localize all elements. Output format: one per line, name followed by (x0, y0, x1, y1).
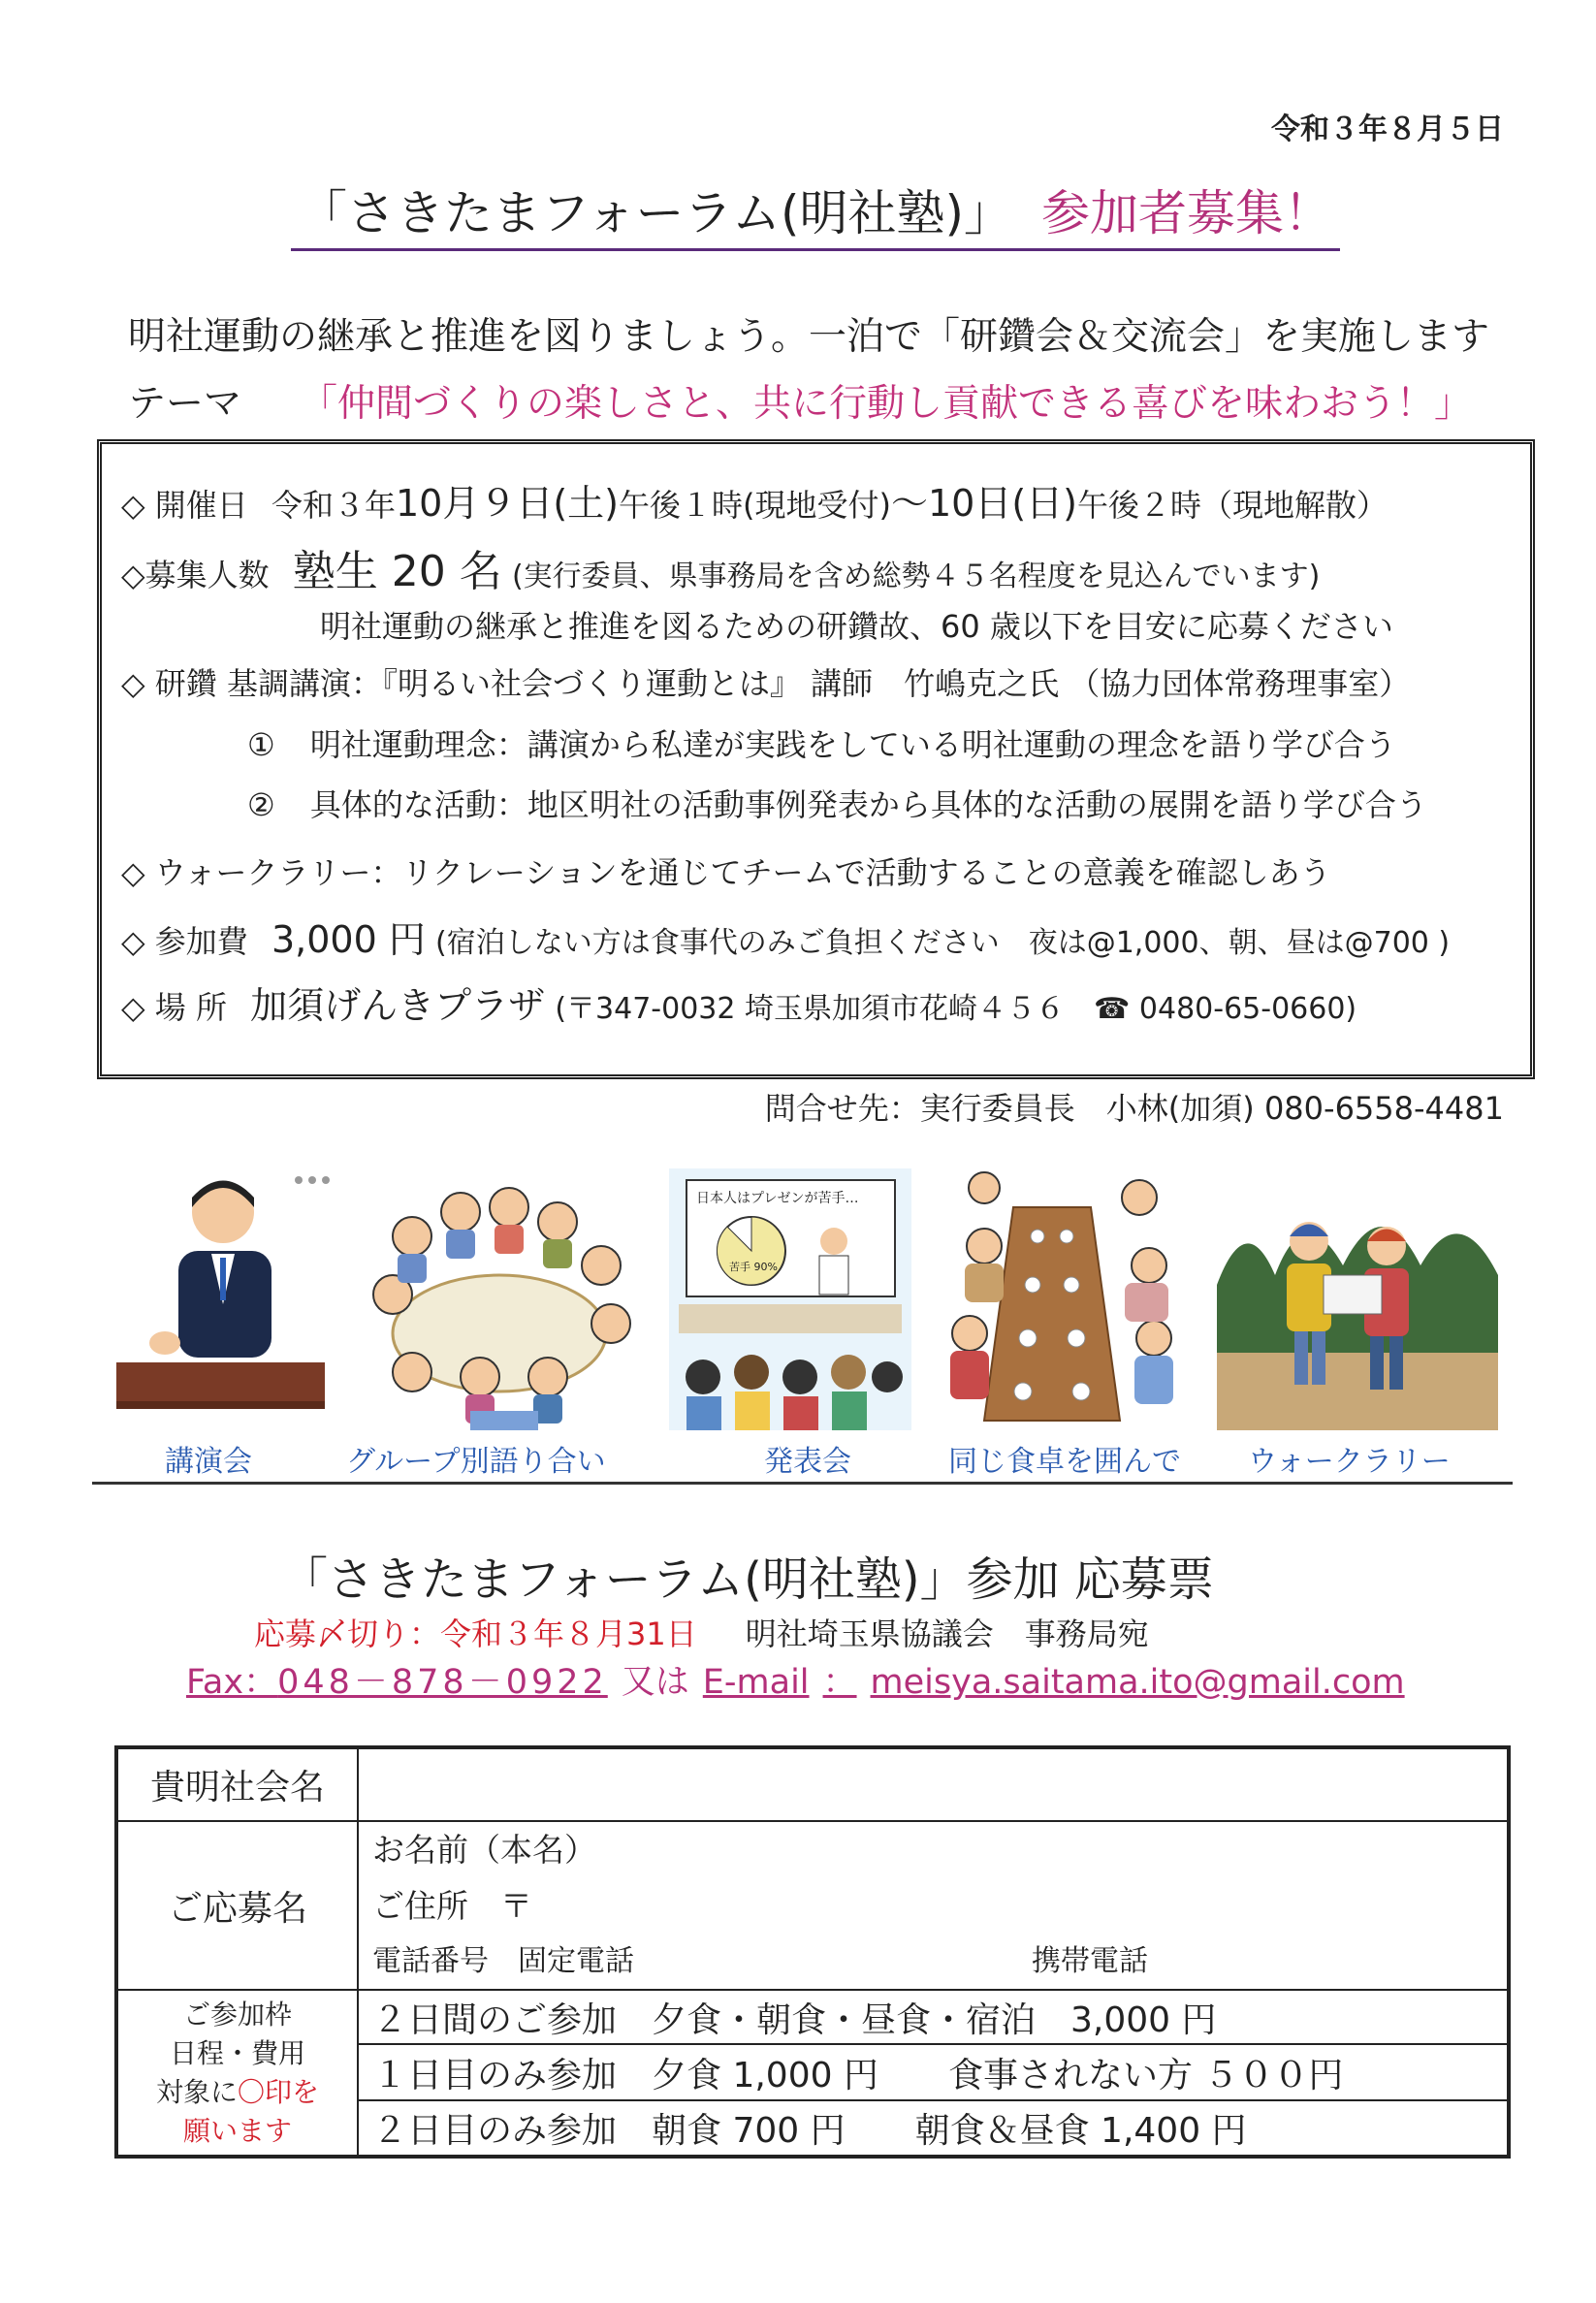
capacity-row (121, 536, 1320, 598)
study-item (247, 720, 1396, 765)
org-text: 明社埼玉県協議会 事務局宛 (745, 1615, 1149, 1652)
fee-note: (宿泊しない方は食事代のみご負担ください 夜は@1,000、朝、昼は@700 ) (435, 926, 1451, 960)
plan-label-line3: 対象に〇印を (155, 2075, 320, 2108)
group-discussion-illustration (354, 1168, 645, 1430)
title-accent: 参加者募集！ (1041, 185, 1333, 241)
phone-field[interactable] (372, 1935, 1493, 1989)
slide-chart-label: 苦手 90% (729, 1261, 778, 1273)
application-form-table (114, 1745, 1511, 2159)
email-separator: ： (822, 1663, 857, 1702)
diamond-icon: ◇ (121, 923, 145, 960)
date-day1: 10月９日(土) (395, 482, 619, 525)
fax-label: Fax： (186, 1663, 278, 1702)
applicant-fields (358, 1821, 1509, 1990)
email-link[interactable]: meisya.saitama.ito@gmail.com (870, 1663, 1405, 1702)
caption-dining: 同じ食卓を囲んで (948, 1445, 1181, 1479)
theme-text: 「仲間づくりの楽しさと、共に行動し貢献できる喜びを味わおう！」 (300, 382, 1473, 426)
caption-lecture: 講演会 (165, 1445, 252, 1479)
title-main: 「さきたまフォーラム(明社塾)」 (299, 185, 1013, 241)
issue-date: 令和３年８月５日 (1271, 112, 1504, 146)
diamond-icon: ◇ (121, 487, 145, 524)
date-tilde: ～ (890, 482, 928, 525)
fee-label: 参加費 (154, 923, 248, 960)
place-label: 場 所 (154, 989, 227, 1026)
or-text: 又は (621, 1663, 689, 1702)
org-name-field[interactable] (358, 1747, 1509, 1821)
place-row (121, 976, 1357, 1029)
study-text: 研鑽 基調講演：『明るい社会づくり運動とは』 講師 竹嶋克之氏 （協力団体常務理事室） (154, 665, 1411, 702)
theme-row (128, 373, 1472, 428)
item-number: ① (247, 726, 275, 763)
item-text: 具体的な活動：地区明社の活動事例発表から具体的な活動の展開を語り学び合う (309, 786, 1427, 823)
event-details-box (97, 439, 1535, 1079)
option-day2-only[interactable]: ２日目のみ参加 朝食 700 円 朝食＆昼食 1,400 円 (358, 2100, 1509, 2157)
plan-label-line1: ご参加枠 (182, 1998, 292, 2031)
email-label: E-mail (702, 1663, 810, 1702)
presentation-illustration (669, 1168, 911, 1430)
option-two-days[interactable]: ２日間のご参加 夕食・朝食・昼食・宿泊 3,000 円 (358, 1990, 1509, 2044)
walk-row (121, 848, 1331, 893)
form-title: 「さきたまフォーラム(明社塾)」参加 応募票 (281, 1552, 1214, 1607)
diamond-icon: ◇ (121, 557, 145, 593)
date-label: 開催日 (154, 487, 248, 524)
deadline-row (254, 1610, 1149, 1654)
dining-table-illustration (945, 1168, 1188, 1430)
date-time1: 午後１時(現地受付) (619, 487, 891, 524)
caption-walk: ウォークラリー (1248, 1445, 1451, 1479)
lecture-illustration (97, 1168, 339, 1430)
diamond-icon: ◇ (121, 989, 145, 1026)
capacity-value: 塾生 20 名 (292, 547, 502, 596)
date-era: 令和３年 (271, 487, 396, 524)
diamond-icon: ◇ (121, 665, 145, 702)
applicant-label: ご応募名 (116, 1821, 358, 1990)
theme-label: テーマ (128, 382, 242, 426)
walk-text: ウォークラリー：リクレーションを通じてチームで活動することの意義を確認しあう (154, 854, 1331, 891)
page-title (291, 175, 1340, 251)
study-row (121, 659, 1410, 704)
option-day1-only[interactable]: １日目のみ参加 夕食 1,000 円 食事されない方 ５００円 (358, 2044, 1509, 2100)
address-field[interactable]: ご住所 〒 (372, 1887, 532, 1925)
phone-label: 電話番号 固定電話 (372, 1944, 634, 1978)
slide-title: 日本人はプレゼンが苦手… (696, 1191, 859, 1206)
fee-row (121, 910, 1450, 963)
walk-rally-illustration (1217, 1168, 1498, 1430)
name-field[interactable]: お名前（本名） (372, 1831, 596, 1869)
plan-label-line4: 願います (182, 2114, 292, 2147)
capacity-label: 募集人数 (144, 557, 270, 593)
fax-email-row (186, 1655, 1405, 1704)
date-row (121, 473, 1388, 527)
study-item (247, 781, 1427, 825)
place-value: 加須げんきプラザ (250, 984, 546, 1027)
place-note: (〒347-0032 埼玉県加須市花崎４５６ ☎ 0480-65-0660) (555, 992, 1357, 1026)
date-day2: 10日(日) (928, 482, 1078, 525)
item-text: 明社運動理念：講演から私達が実践をしている明社運動の理念を語り学び合う (309, 726, 1396, 763)
caption-group: グループ別語り合い (346, 1445, 606, 1479)
date-time2: 午後２時（現地解散） (1077, 487, 1389, 524)
mobile-label: 携帯電話 (1032, 1944, 1148, 1978)
caption-presentation: 発表会 (764, 1445, 851, 1479)
item-number: ② (247, 786, 275, 823)
diamond-icon: ◇ (121, 854, 145, 891)
plan-label-cell (116, 1990, 358, 2157)
contact-info: 問合せ先：実行委員長 小林(加須) 080-6558-4481 (764, 1090, 1504, 1127)
fee-value: 3,000 円 (271, 918, 426, 961)
plan-label-line2: 日程・費用 (169, 2036, 305, 2069)
capacity-note2: 明社運動の継承と推進を図るための研鑽故、60 歳以下を目安に応募ください (320, 608, 1393, 645)
fax-number[interactable]: 048－878－0922 (277, 1663, 608, 1702)
section-divider (92, 1482, 1513, 1485)
deadline-text: 応募〆切り：令和３年８月31日 (254, 1615, 697, 1652)
capacity-note: (実行委員、県事務局を含め総勢４５名程度を見込んでいます) (511, 560, 1321, 593)
org-name-label: 貴明社会名 (116, 1747, 358, 1821)
intro-text: 明社運動の継承と推進を図りましょう。一泊で「研鑽会＆交流会」を実施します (128, 315, 1490, 359)
